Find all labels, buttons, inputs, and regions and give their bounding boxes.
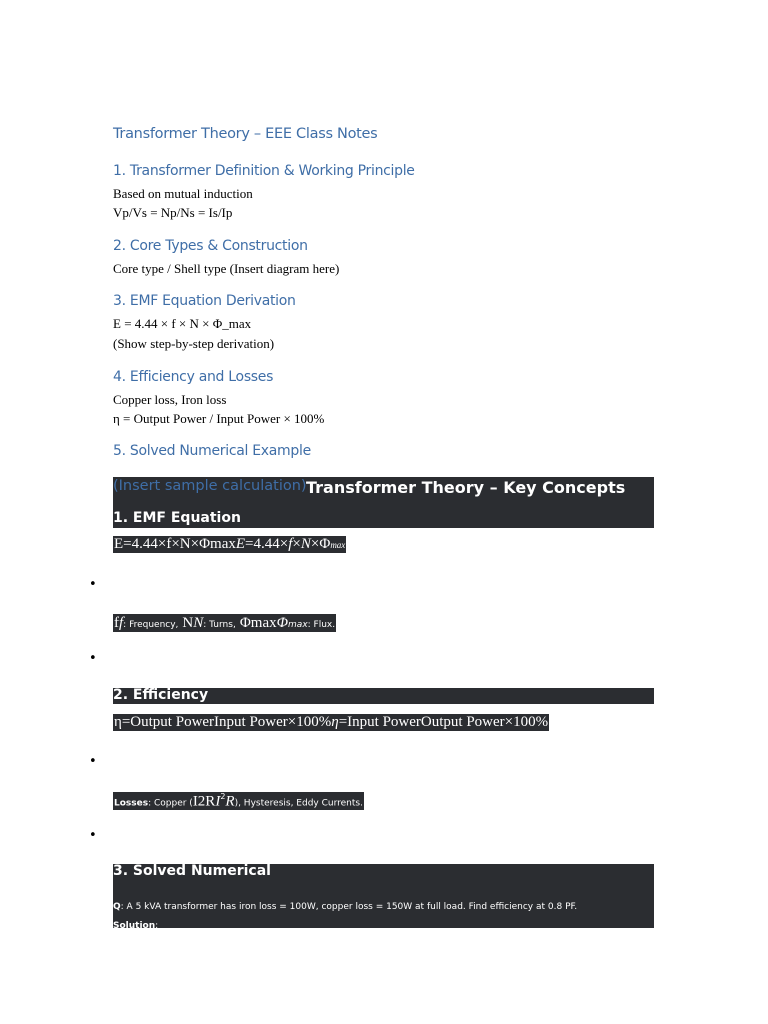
- section-5-heading: 5. Solved Numerical Example: [113, 443, 311, 459]
- variables-line: [113, 614, 336, 632]
- emf-formula-mid: =4.44×: [245, 536, 289, 552]
- efficiency-formula-eta: η: [331, 714, 339, 730]
- emf-formula-plain: E=4.44×f×N×Φmax: [114, 536, 236, 552]
- numerical-solution: [113, 915, 158, 933]
- solution-colon: :: [155, 921, 159, 931]
- losses-sup: 2: [220, 792, 226, 801]
- section-2-heading: 2. Core Types & Construction: [113, 238, 308, 254]
- emf-formula-x: ×: [292, 536, 301, 552]
- bullet-4: •: [89, 828, 97, 843]
- losses-post: ), Hysteresis, Eddy Currents.: [234, 798, 363, 809]
- emf-heading: 1. EMF Equation: [113, 510, 241, 526]
- efficiency-formula-plain: η=Output PowerInput Power×100%: [114, 714, 332, 730]
- efficiency-formula: [113, 714, 549, 731]
- var-phi-plain: Φmax: [239, 615, 277, 631]
- section-4-line-1: Copper loss, Iron loss: [113, 392, 227, 407]
- losses-label: Losses: [114, 798, 149, 809]
- losses-r-italic: R: [225, 793, 235, 810]
- section-4-line-2: η = Output Power / Input Power × 100%: [113, 411, 325, 426]
- document-title: Transformer Theory – EEE Class Notes: [113, 126, 378, 142]
- emf-formula-n: N: [300, 536, 311, 552]
- var-f-italic: f: [119, 615, 124, 631]
- section-3-line-1: E = 4.44 × f × N × Φ_max: [113, 316, 252, 331]
- section-1-heading: 1. Transformer Definition & Working Principle: [113, 163, 415, 179]
- emf-formula-phi: ×Φ: [310, 536, 331, 552]
- var-phi-italic: Φ: [276, 615, 289, 631]
- solution-label: Solution: [113, 921, 156, 931]
- var-f-plain: f: [114, 615, 119, 631]
- question-text: : A 5 kVA transformer has iron loss = 100W, copper loss = 150W at full load. Find efficiency at 0.8 PF.: [120, 902, 578, 912]
- section-1-line-1: Based on mutual induction: [113, 186, 253, 201]
- losses-line: [113, 792, 364, 810]
- efficiency-formula-rest: =Input PowerOutput Power×100%: [338, 714, 549, 730]
- losses-i-italic: I: [215, 793, 221, 810]
- var-n-desc: : Turns,: [203, 620, 236, 630]
- var-f-desc: : Frequency,: [123, 620, 179, 630]
- section-3-line-2: (Show step-by-step derivation): [113, 336, 275, 351]
- bullet-1: •: [89, 577, 97, 592]
- insert-sample-text: (Insert sample calculation): [113, 478, 307, 494]
- var-n-italic: N: [193, 615, 204, 631]
- section-2-line-1: Core type / Shell type (Insert diagram here): [113, 261, 340, 276]
- emf-formula-sub: max: [330, 540, 346, 550]
- losses-pre: : Copper (: [148, 798, 193, 809]
- var-phi-desc: : Flux.: [307, 620, 336, 630]
- question-label: Q: [113, 902, 121, 912]
- emf-formula: [113, 536, 346, 553]
- bullet-3: •: [89, 754, 97, 769]
- var-n-plain: N: [182, 615, 194, 631]
- bullet-2: •: [89, 651, 97, 666]
- numerical-heading: 3. Solved Numerical: [113, 863, 271, 879]
- losses-i2r-plain: I2R: [192, 793, 216, 810]
- key-concepts-title: Transformer Theory – Key Concepts: [306, 478, 626, 497]
- emf-formula-e: E: [235, 536, 246, 552]
- numerical-question: [113, 896, 577, 914]
- emf-formula-f: f: [288, 536, 293, 552]
- var-phi-sub: max: [288, 620, 308, 630]
- section-4-heading: 4. Efficiency and Losses: [113, 369, 274, 385]
- section-1-line-2: Vp/Vs = Np/Ns = Is/Ip: [113, 205, 233, 220]
- efficiency-heading: 2. Efficiency: [113, 687, 209, 703]
- section-3-heading: 3. EMF Equation Derivation: [113, 293, 296, 309]
